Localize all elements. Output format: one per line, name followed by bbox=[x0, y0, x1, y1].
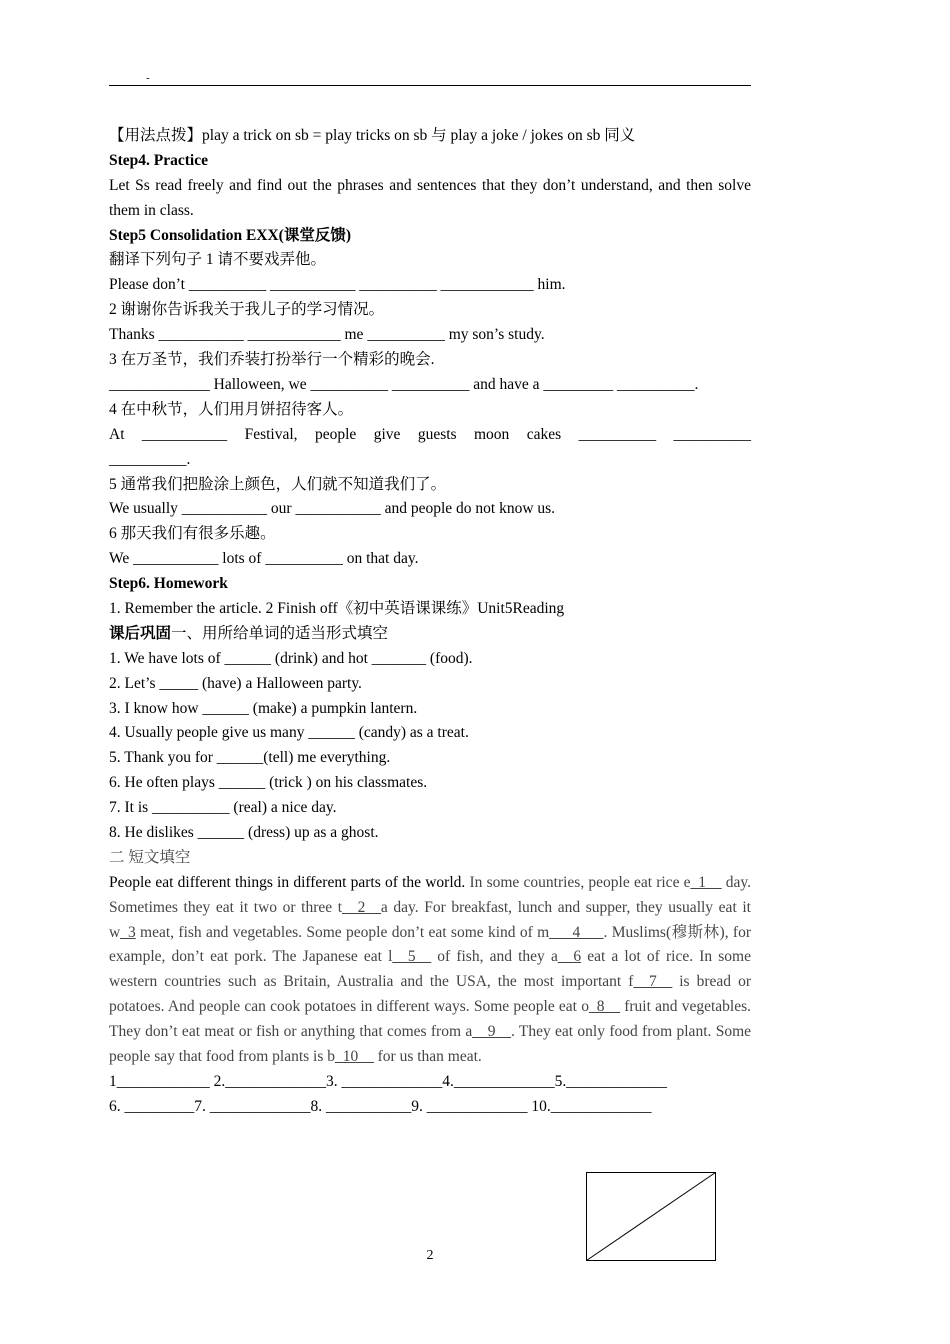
exercise-line: We ___________ lots of __________ on that day. bbox=[109, 550, 419, 568]
exercise-line: 3 在万圣节，我们乔装打扮举行一个精彩的晚会. bbox=[109, 351, 435, 369]
usage-tip bbox=[109, 124, 751, 149]
cloze-text: for us than meat. bbox=[373, 1048, 482, 1066]
cloze-text: is bread or potatoes. And people can cook potatoes in different ways. Some people eat o bbox=[109, 973, 752, 1016]
cloze-text: a day. For breakfast, lunch and supper, they usually eat it w bbox=[109, 898, 751, 941]
consolidation-heading-text: 一、用所给单词的适当形式填空 bbox=[171, 624, 389, 642]
exercise-line: At ___________ Festival, people give guests moon cakes __________ __________ bbox=[109, 425, 751, 443]
exercise-line: Please don’t __________ ___________ __________ ____________ him. bbox=[109, 276, 566, 294]
exercise-line: 5 通常我们把脸涂上颜色，人们就不知道我们了。 bbox=[109, 475, 447, 493]
step4-title: Step4. Practice bbox=[109, 151, 208, 169]
exercise-line: 2 谢谢你告诉我关于我儿子的学习情况。 bbox=[109, 301, 385, 319]
cloze-blank: __7__ bbox=[633, 973, 673, 991]
cloze-text: . Muslims(穆斯林), for example, don’t eat pork. The Japanese eat l bbox=[109, 923, 751, 966]
exercise-line: Thanks ___________ ____________ me __________ my son’s study. bbox=[109, 326, 545, 344]
cloze-blank: __6 bbox=[557, 948, 582, 966]
cloze-blank: _10__ bbox=[335, 1048, 374, 1066]
header-rule bbox=[109, 85, 751, 86]
exercise-line: We usually ___________ our ___________ and people do not know us. bbox=[109, 500, 556, 518]
fill-item: 7. It is __________ (real) a nice day. bbox=[109, 799, 337, 817]
homework-line: 1. Remember the article. 2 Finish off《初中英语课课练》Unit5Reading bbox=[109, 599, 565, 617]
usage-tip-label: 【用法点拨】 bbox=[109, 127, 203, 144]
cloze-text: day. Sometimes they eat it two or three t bbox=[109, 873, 752, 916]
fill-item: 1. We have lots of ______ (drink) and hot _______ (food). bbox=[109, 649, 473, 667]
exercise-line: 翻译下列句子 1 请不要戏弄他。 bbox=[109, 251, 327, 269]
cloze-text: . They eat only food from plant. Some people say that food from plants is b bbox=[109, 1023, 751, 1066]
exercise-line: __________. bbox=[109, 450, 191, 468]
cloze-blank: _3 bbox=[120, 923, 136, 941]
document-body bbox=[109, 124, 751, 1120]
fill-item: 3. I know how ______ (make) a pumpkin lantern. bbox=[109, 699, 418, 717]
answer-line: 6. _________7. _____________8. ___________9. _____________ 10._____________ bbox=[109, 1097, 652, 1115]
cloze-text: In some countries, people eat rice e bbox=[469, 873, 691, 891]
cloze-text: People eat different things in different parts of the world. bbox=[109, 873, 470, 891]
fill-item: 6. He often plays ______ (trick ) on his classmates. bbox=[109, 774, 428, 792]
cloze-text: of fish, and they a bbox=[431, 948, 558, 966]
step5-title: Step5 Consolidation EXX(课堂反馈) bbox=[109, 226, 351, 244]
cloze-text: eat a lot of rice. In some western countries such as Britain, Australia and the USA, the most important f bbox=[109, 948, 751, 991]
consolidation-label: 课后巩固 bbox=[109, 624, 172, 642]
cloze-blank: __9__ bbox=[472, 1023, 511, 1041]
step4-text: Let Ss read freely and find out the phrases and sentences that they don’t understand, and then solve them in class. bbox=[109, 176, 751, 219]
cloze-heading: 二 短文填空 bbox=[109, 848, 191, 866]
consolidation-heading bbox=[109, 622, 751, 647]
answer-line: 1____________ 2._____________3. _____________4._____________5._____________ bbox=[109, 1073, 667, 1090]
fill-item: 2. Let’s _____ (have) a Halloween party. bbox=[109, 674, 362, 692]
cloze-blank: ___4___ bbox=[549, 923, 604, 941]
fill-item: 4. Usually people give us many ______ (candy) as a treat. bbox=[109, 724, 469, 742]
cloze-passage bbox=[109, 871, 751, 1070]
fill-item: 8. He dislikes ______ (dress) up as a ghost. bbox=[109, 823, 379, 841]
cloze-blank: __2__ bbox=[342, 898, 381, 916]
exercise-line: _____________ Halloween, we __________ __________ and have a _________ __________. bbox=[109, 375, 699, 393]
exercise-line: 6 那天我们有很多乐趣。 bbox=[109, 525, 276, 543]
header-dash: - bbox=[146, 72, 150, 84]
cloze-text: meat, fish and vegetables. Some people don’t eat some kind of m bbox=[135, 923, 550, 941]
exercise-line: 4 在中秋节，人们用月饼招待客人。 bbox=[109, 400, 354, 418]
fill-item: 5. Thank you for ______(tell) me everything. bbox=[109, 749, 391, 767]
page-number: 2 bbox=[426, 1248, 434, 1263]
cloze-blank: __5__ bbox=[392, 948, 432, 966]
step6-title: Step6. Homework bbox=[109, 575, 228, 593]
usage-tip-text: play a trick on sb = play tricks on sb 与 play a joke / jokes on sb 同义 bbox=[202, 127, 636, 144]
cloze-blank: _8__ bbox=[588, 998, 620, 1016]
cloze-blank: _1__ bbox=[690, 873, 722, 891]
cloze-text: fruit and vegetables. They don’t eat meat or fish or anything that comes from a bbox=[109, 998, 751, 1041]
